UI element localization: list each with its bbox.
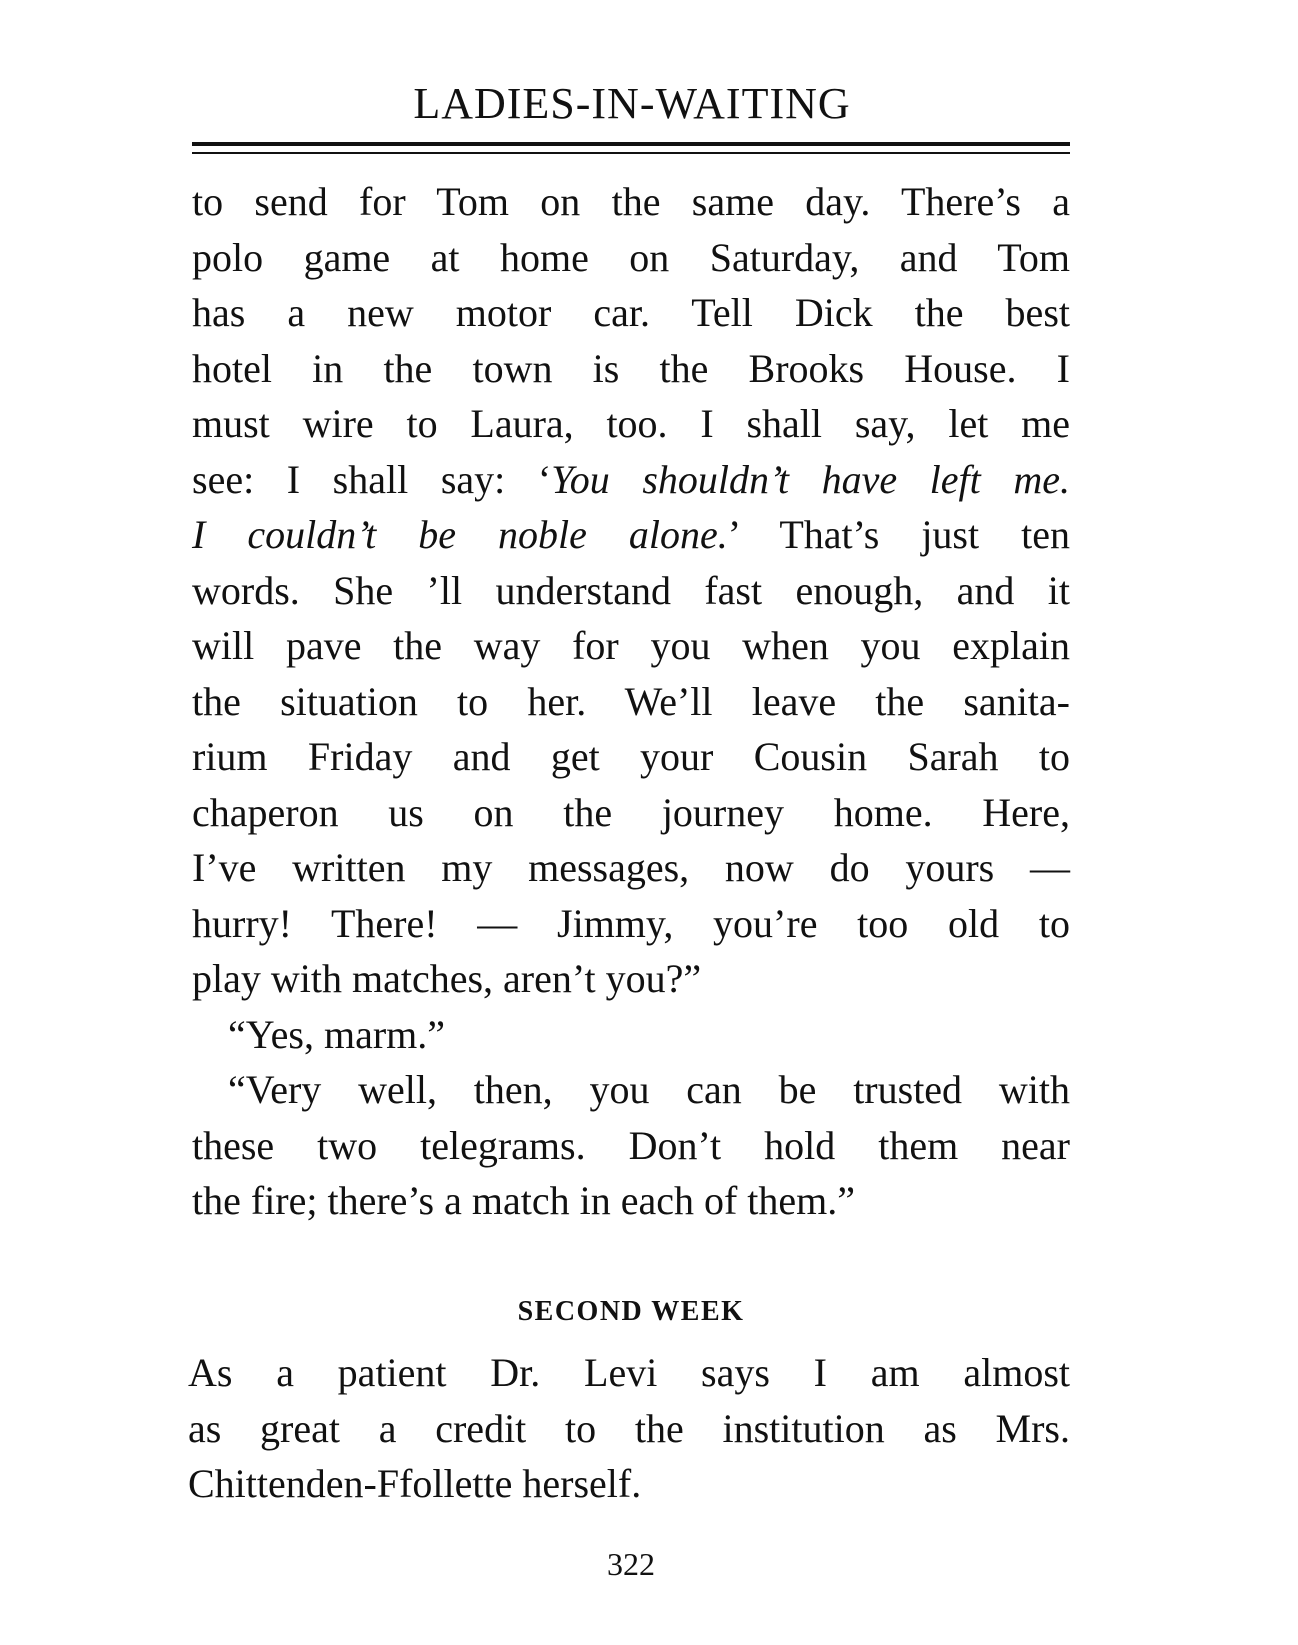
second-week-text-block — [188, 1345, 1070, 1512]
text-line: Chittenden-Ffollette herself. — [188, 1461, 642, 1506]
text-line: words. She ’ll understand fast enough, and it — [192, 567, 1070, 613]
text-segment: see: I shall say: ‘ — [192, 456, 552, 502]
text-line: chaperon us on the journey home. Here, — [192, 789, 1070, 835]
text-line: has a new motor car. Tell Dick the best — [192, 290, 1070, 335]
text-line: the situation to her. We’ll leave the sanita- — [192, 678, 1070, 724]
text-line: hotel in the town is the Brooks House. I — [192, 345, 1070, 391]
section-heading: SECOND WEEK — [517, 1296, 745, 1327]
text-line — [192, 507, 1070, 563]
header-rule-thick — [192, 142, 1070, 146]
text-line: must wire to Laura, too. I shall say, let me — [192, 401, 1070, 446]
main-text-block — [192, 174, 1070, 1229]
text-line: rium Friday and get your Cousin Sarah to — [192, 734, 1070, 779]
text-line: hurry! There! — Jimmy, you’re too old to — [192, 900, 1070, 946]
text-line: to send for Tom on the same day. There’s a — [192, 179, 1070, 224]
running-head: LADIES-IN-WAITING — [413, 79, 851, 128]
text-line — [192, 452, 1070, 508]
text-line: the fire; there’s a match in each of them.” — [192, 1178, 856, 1223]
text-line: as great a credit to the institution as Mrs. — [188, 1405, 1070, 1451]
italic-telegram-text: I couldn’t be noble alone. — [192, 512, 728, 557]
text-line: As a patient Dr. Levi says I am almost — [188, 1350, 1070, 1395]
text-line: these two telegrams. Don’t hold them near — [192, 1122, 1070, 1168]
header-rule-thin — [192, 152, 1070, 154]
dialogue-line: “Yes, marm.” — [228, 1011, 446, 1057]
page-number: 322 — [607, 1546, 655, 1582]
text-line: I’ve written my messages, now do yours — — [192, 845, 1070, 890]
text-line: “Very well, then, you can be trusted with — [228, 1067, 1070, 1112]
text-line: polo game at home on Saturday, and Tom — [192, 234, 1070, 280]
italic-telegram-text: You shouldn’t have left me. — [551, 456, 1070, 502]
text-line: will pave the way for you when you explain — [192, 623, 1070, 668]
text-segment: ’ That’s just ten — [727, 512, 1070, 557]
text-line: play with matches, aren’t you?” — [192, 956, 702, 1001]
